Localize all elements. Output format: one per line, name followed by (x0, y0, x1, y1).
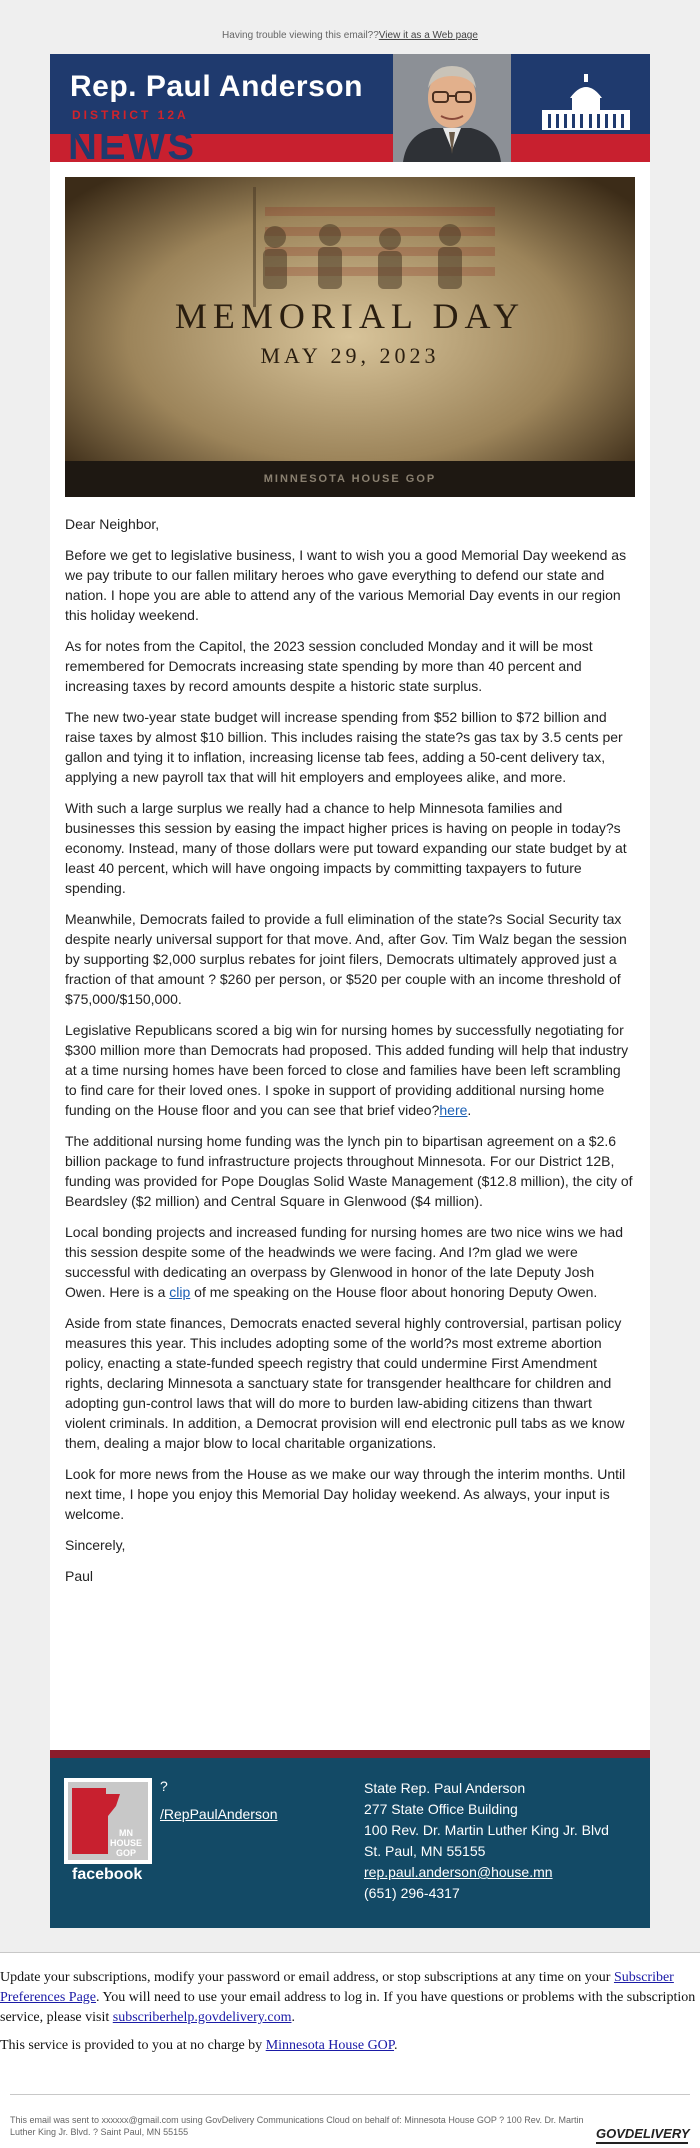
footer-red-band (50, 1750, 650, 1758)
notice-text: . You will need to use your email address to log in. If you have questions or problems with the subscription service, please visit (0, 1990, 696, 2025)
divider (10, 2094, 690, 2095)
facebook-placeholder-glyph: ? (160, 1778, 168, 1794)
paragraph-text: of me speaking on the House floor about honoring Deputy Owen. (190, 1284, 598, 1300)
header-rep-name: Rep. Paul Anderson (70, 70, 363, 103)
notice-text: Update your subscriptions, modify your password or email address, or stop subscriptions at any time on your (0, 1970, 614, 1985)
letter-greeting: Dear Neighbor, (65, 516, 160, 532)
govdelivery-logo[interactable]: GOVDELIVERY (596, 2126, 690, 2141)
contact-email-link[interactable]: rep.paul.anderson@house.mn (364, 1864, 553, 1880)
nursing-home-video-link[interactable]: here (439, 1102, 468, 1118)
newsletter-header (50, 54, 650, 162)
notice-text: . (291, 2010, 295, 2025)
contact-info (364, 1778, 609, 1904)
facebook-icon[interactable]: facebook (72, 1866, 143, 1883)
service-end: . (394, 2038, 398, 2053)
facebook-handle-link[interactable]: /RepPaulAnderson (160, 1806, 278, 1822)
contact-phone: (651) 296-4317 (364, 1885, 460, 1901)
service-text: This service is provided to you at no charge by (0, 2038, 266, 2053)
paragraph-text: Local bonding projects and increased funding for nursing homes are two nice wins we had this session despite some of the headwinds we were facing. And I?m glad we were successful with dedicating an overpass by Glenwood in honor of the late Deputy Josh Owen. Here is a (65, 1224, 624, 1300)
logo-text: MN HOUSE GOP (109, 1828, 142, 1858)
paragraph-text: Legislative Republicans scored a big win for nursing homes by successfully negotiating for $300 million more than Democrats had proposed. This added funding will help that industry at a time nursing homes have been forced to close and families have been left scrambling to find care for their loved ones. I spoke in support of providing additional nursing home funding on the House floor and you can see that brief video? (65, 1022, 629, 1118)
letter-body (65, 514, 635, 1597)
paragraph-end: . (467, 1102, 472, 1118)
logo-background (68, 1782, 148, 1860)
capitol-icon (536, 72, 636, 134)
banner-footer (65, 461, 635, 497)
subscriber-help-link[interactable]: subscriberhelp.govdelivery.com (112, 2010, 292, 2025)
letter-paragraph: Before we get to legislative business, I want to wish you a good Memorial Day weekend as we pay tribute to our fallen military heroes who gave everything to defend our state and nation. I hope you are able to attend any of the various Memorial Day events in our region this holiday weekend. (65, 547, 627, 623)
letter-closing: Sincerely, (65, 1537, 126, 1553)
banner-date: MAY 29, 2023 (260, 343, 440, 368)
letter-paragraph: Look for more news from the House as we make our way through the interim months. Until next time, I hope you enjoy this Memorial Day holiday weekend. As always, your input is welcome. (65, 1466, 626, 1522)
govdelivery-logo-underline (596, 2142, 688, 2144)
memorial-day-banner (65, 177, 635, 497)
letter-paragraph: With such a large surplus we really had a chance to help Minnesota families and businesses this session by easing the impact higher prices is having on people in today?s economy. Instead, many of those dollars were put toward expanding our state budget by at least 40 percent, which will have ongoing impacts by committing taxpayers to future spending. (65, 800, 627, 896)
email-body (50, 162, 650, 1750)
header-district: DISTRICT 12A (72, 108, 189, 122)
contact-street: 100 Rev. Dr. Martin Luther King Jr. Blvd (364, 1822, 609, 1838)
fine-print: This email was sent to xxxxxx@gmail.com using GovDelivery Communications Cloud on behalf of: Minnesota House GOP ? 100 Rev. Dr. Martin Luther King Jr. Blvd. ? Saint Paul, MN 55155 (10, 2115, 584, 2137)
provider-link[interactable]: Minnesota House GOP (265, 2038, 395, 2053)
letter-paragraph: The additional nursing home funding was the lynch pin to bipartisan agreement on a $2.6 billion package to fund infrastructure projects throughout Minnesota. For our District 12B, funding was provided for Pope Douglas Solid Waste Management ($12.8 million), the city of Beardsley ($2 million) and Central Square in Glenwood ($4 million). (65, 1133, 633, 1209)
letter-signature: Paul (65, 1568, 94, 1584)
rep-portrait-photo (393, 54, 511, 162)
header-news-label: NEWS (68, 124, 196, 162)
letter-paragraph (65, 1222, 635, 1302)
service-notice (0, 2038, 700, 2054)
banner-title: MEMORIAL DAY (174, 296, 526, 336)
banner-footer-text: MINNESOTA HOUSE GOP (263, 473, 437, 485)
subscriber-preferences-link[interactable]: Subscriber Preferences Page (0, 1970, 674, 2005)
divider (0, 1952, 700, 1953)
view-online-text (0, 30, 700, 41)
view-web-page-link[interactable]: View it as a Web page (378, 30, 478, 41)
deputy-owen-clip-link[interactable]: clip (169, 1284, 191, 1300)
mn-house-gop-logo[interactable] (64, 1778, 152, 1864)
letter-paragraph: Meanwhile, Democrats failed to provide a full elimination of the state?s Social Security tax despite nearly universal support for that move. And, after Gov. Tim Walz began the session by supporting $2,000 surplus rebates for joint filers, Democrats ultimately approved just a fraction of that amount ? $260 per person, or $520 per couple with an income threshold of $75,000/$150,000. (65, 911, 627, 1007)
view-online-bar (0, 0, 700, 54)
letter-paragraph: As for notes from the Capitol, the 2023 session concluded Monday and it will be most remembered for Democrats increasing state spending by more than 40 percent and increasing taxes by record amounts despite a historic state surplus. (65, 638, 593, 694)
letter-paragraph (65, 1020, 635, 1120)
subscription-notice (0, 1968, 700, 2028)
letter-paragraph: The new two-year state budget will increase spending from $52 billion to $72 billion and raise taxes by almost $10 billion. This includes raising the state?s gas tax by 3.5 cents per gallon and tying it to inflation, increasing license tab fees, adding a 50-cent delivery tax, applying a new payroll tax that will hit employers and employees alike, and more. (65, 709, 623, 785)
contact-city: St. Paul, MN 55155 (364, 1843, 486, 1859)
letter-paragraph: Aside from state finances, Democrats enacted several highly controversial, partisan policy measures this year. This includes adopting some of the world?s most extreme abortion policy, enacting a state-funded speech registry that could undermine First Amendment rights, declaring Minnesota a sanctuary state for transgender healthcare for children and adopting gun-control laws that will do more to burden law-abiding citizens than thwart violent criminals. In addition, a Democrat provision will end electronic pull tabs as we know them, dealing a major blow to local charitable organizations. (65, 1315, 625, 1451)
contact-office: 277 State Office Building (364, 1801, 518, 1817)
trouble-text: Having trouble viewing this email?? (222, 30, 379, 41)
contact-name: State Rep. Paul Anderson (364, 1780, 526, 1796)
contact-footer (50, 1758, 650, 1928)
